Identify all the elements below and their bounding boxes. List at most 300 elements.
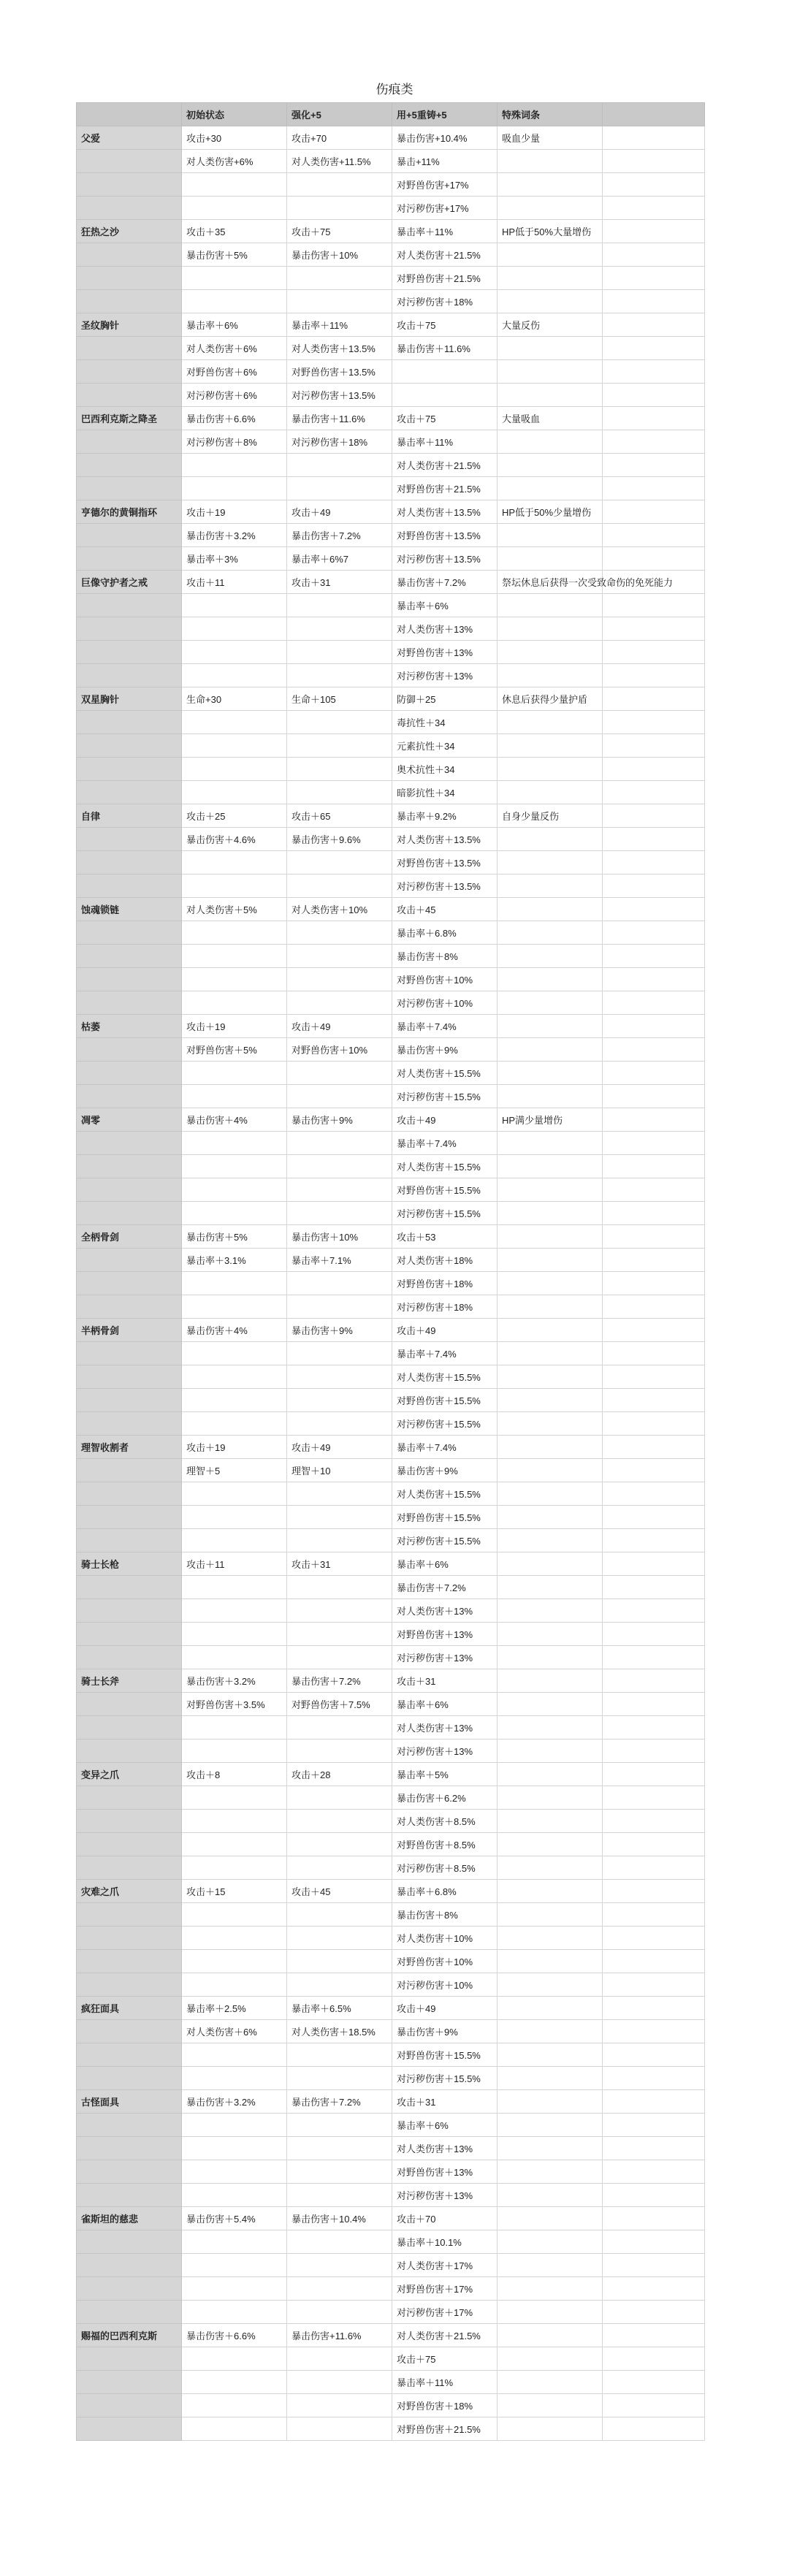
initial-stat-cell[interactable] [182,290,287,313]
item-name-cell[interactable] [77,991,182,1015]
empty-cell[interactable] [603,1155,705,1178]
special-trait-cell[interactable] [498,1763,603,1786]
header-cell-special[interactable]: 特殊词条 [498,103,603,126]
empty-cell[interactable] [603,2160,705,2184]
initial-stat-cell[interactable] [182,1786,287,1810]
initial-stat-cell[interactable]: 攻击＋19 [182,1015,287,1038]
initial-stat-cell[interactable] [182,1062,287,1085]
item-name-cell[interactable] [77,454,182,477]
initial-stat-cell[interactable] [182,1973,287,1997]
special-trait-cell[interactable] [498,1973,603,1997]
enhanced-stat-cell[interactable] [287,1365,392,1389]
empty-cell[interactable] [603,1249,705,1272]
reforged-stat-cell[interactable]: 对野兽伤害＋18% [392,1272,498,1295]
special-trait-cell[interactable] [498,2371,603,2394]
special-trait-cell[interactable] [498,828,603,851]
item-name-cell[interactable]: 半柄骨剑 [77,1319,182,1342]
initial-stat-cell[interactable] [182,1927,287,1950]
empty-cell[interactable] [603,243,705,267]
empty-cell[interactable] [603,1178,705,1202]
enhanced-stat-cell[interactable] [287,2184,392,2207]
item-name-cell[interactable] [77,711,182,734]
reforged-stat-cell[interactable]: 防御＋25 [392,687,498,711]
item-name-cell[interactable] [77,197,182,220]
reforged-stat-cell[interactable]: 对人类伤害＋13.5% [392,500,498,524]
enhanced-stat-cell[interactable] [287,290,392,313]
enhanced-stat-cell[interactable]: 暴击伤害＋10.4% [287,2207,392,2230]
enhanced-stat-cell[interactable] [287,945,392,968]
enhanced-stat-cell[interactable]: 暴击伤害＋10% [287,243,392,267]
special-trait-cell[interactable] [498,290,603,313]
initial-stat-cell[interactable] [182,173,287,197]
item-name-cell[interactable] [77,2254,182,2277]
initial-stat-cell[interactable]: 攻击＋19 [182,500,287,524]
item-name-cell[interactable] [77,617,182,641]
reforged-stat-cell[interactable]: 攻击＋75 [392,407,498,430]
reforged-stat-cell[interactable]: 暴击伤害+10.4% [392,126,498,150]
special-trait-cell[interactable] [498,2347,603,2371]
enhanced-stat-cell[interactable]: 理智＋10 [287,1459,392,1482]
empty-cell[interactable] [603,594,705,617]
special-trait-cell[interactable] [498,1599,603,1623]
enhanced-stat-cell[interactable] [287,921,392,945]
item-name-cell[interactable] [77,1973,182,1997]
reforged-stat-cell[interactable]: 暴击率＋6.8% [392,1880,498,1903]
enhanced-stat-cell[interactable] [287,454,392,477]
special-trait-cell[interactable] [498,1225,603,1249]
initial-stat-cell[interactable] [182,1482,287,1506]
enhanced-stat-cell[interactable]: 暴击率＋6%7 [287,547,392,571]
empty-cell[interactable] [603,758,705,781]
special-trait-cell[interactable]: 自身少量反伤 [498,804,603,828]
enhanced-stat-cell[interactable] [287,477,392,500]
initial-stat-cell[interactable]: 暴击伤害＋3.2% [182,524,287,547]
reforged-stat-cell[interactable]: 暴击伤害＋9% [392,1459,498,1482]
initial-stat-cell[interactable] [182,1950,287,1973]
empty-cell[interactable] [603,2347,705,2371]
reforged-stat-cell[interactable]: 对污秽伤害＋10% [392,991,498,1015]
reforged-stat-cell[interactable]: 对人类伤害＋21.5% [392,2324,498,2347]
special-trait-cell[interactable] [498,1295,603,1319]
special-trait-cell[interactable] [498,1272,603,1295]
empty-cell[interactable] [603,2043,705,2067]
empty-cell[interactable] [603,477,705,500]
empty-cell[interactable] [603,828,705,851]
empty-cell[interactable] [603,2277,705,2301]
initial-stat-cell[interactable]: 理智＋5 [182,1459,287,1482]
initial-stat-cell[interactable] [182,1342,287,1365]
item-name-cell[interactable] [77,2067,182,2090]
initial-stat-cell[interactable]: 对污秽伤害＋8% [182,430,287,454]
item-name-cell[interactable] [77,1085,182,1108]
reforged-stat-cell[interactable]: 攻击＋53 [392,1225,498,1249]
special-trait-cell[interactable] [498,150,603,173]
item-name-cell[interactable] [77,384,182,407]
special-trait-cell[interactable] [498,2043,603,2067]
special-trait-cell[interactable] [498,851,603,874]
initial-stat-cell[interactable]: 暴击率＋6% [182,313,287,337]
item-name-cell[interactable] [77,267,182,290]
empty-cell[interactable] [603,1132,705,1155]
reforged-stat-cell[interactable]: 暗影抗性＋34 [392,781,498,804]
initial-stat-cell[interactable]: 攻击＋11 [182,1552,287,1576]
initial-stat-cell[interactable] [182,197,287,220]
initial-stat-cell[interactable] [182,1389,287,1412]
initial-stat-cell[interactable]: 对人类伤害＋6% [182,337,287,360]
empty-cell[interactable] [603,1108,705,1132]
enhanced-stat-cell[interactable] [287,1389,392,1412]
empty-cell[interactable] [603,524,705,547]
special-trait-cell[interactable] [498,1786,603,1810]
initial-stat-cell[interactable]: 暴击率＋2.5% [182,1997,287,2020]
special-trait-cell[interactable] [498,1506,603,1529]
enhanced-stat-cell[interactable]: 暴击伤害＋7.2% [287,2090,392,2114]
special-trait-cell[interactable] [498,2020,603,2043]
reforged-stat-cell[interactable]: 暴击伤害＋9% [392,2020,498,2043]
enhanced-stat-cell[interactable]: 暴击伤害＋9.6% [287,828,392,851]
reforged-stat-cell[interactable]: 暴击率＋6% [392,594,498,617]
empty-cell[interactable] [603,290,705,313]
empty-cell[interactable] [603,173,705,197]
empty-cell[interactable] [603,1880,705,1903]
item-name-cell[interactable] [77,1716,182,1739]
reforged-stat-cell[interactable]: 对污秽伤害＋17% [392,2301,498,2324]
empty-cell[interactable] [603,197,705,220]
reforged-stat-cell[interactable]: 暴击伤害＋6.2% [392,1786,498,1810]
empty-cell[interactable] [603,337,705,360]
special-trait-cell[interactable] [498,384,603,407]
empty-cell[interactable] [603,360,705,384]
initial-stat-cell[interactable] [182,477,287,500]
initial-stat-cell[interactable] [182,1132,287,1155]
special-trait-cell[interactable] [498,1669,603,1693]
empty-cell[interactable] [603,2090,705,2114]
empty-cell[interactable] [603,1973,705,1997]
item-name-cell[interactable] [77,1272,182,1295]
initial-stat-cell[interactable] [182,1178,287,1202]
enhanced-stat-cell[interactable] [287,1085,392,1108]
initial-stat-cell[interactable]: 暴击伤害＋4% [182,1108,287,1132]
reforged-stat-cell[interactable]: 对野兽伤害＋18% [392,2394,498,2417]
reforged-stat-cell[interactable]: 对野兽伤害＋13.5% [392,851,498,874]
item-name-cell[interactable] [77,430,182,454]
empty-cell[interactable] [603,1716,705,1739]
initial-stat-cell[interactable] [182,2301,287,2324]
special-trait-cell[interactable] [498,2090,603,2114]
reforged-stat-cell[interactable]: 攻击＋75 [392,2347,498,2371]
enhanced-stat-cell[interactable] [287,851,392,874]
initial-stat-cell[interactable]: 攻击＋25 [182,804,287,828]
special-trait-cell[interactable] [498,173,603,197]
initial-stat-cell[interactable]: 对野兽伤害＋3.5% [182,1693,287,1716]
empty-cell[interactable] [603,1950,705,1973]
item-name-cell[interactable] [77,1482,182,1506]
reforged-stat-cell[interactable]: 对野兽伤害＋15.5% [392,1389,498,1412]
empty-cell[interactable] [603,2020,705,2043]
reforged-stat-cell[interactable]: 对污秽伤害＋15.5% [392,1412,498,1436]
item-name-cell[interactable]: 赐福的巴西利克斯 [77,2324,182,2347]
initial-stat-cell[interactable] [182,2371,287,2394]
special-trait-cell[interactable] [498,1903,603,1927]
enhanced-stat-cell[interactable]: 攻击＋49 [287,500,392,524]
initial-stat-cell[interactable]: 暴击伤害＋6.6% [182,407,287,430]
special-trait-cell[interactable]: 吸血少量 [498,126,603,150]
item-name-cell[interactable] [77,290,182,313]
item-name-cell[interactable] [77,1062,182,1085]
enhanced-stat-cell[interactable]: 暴击伤害＋10% [287,1225,392,1249]
special-trait-cell[interactable] [498,2254,603,2277]
item-name-cell[interactable] [77,337,182,360]
initial-stat-cell[interactable]: 暴击伤害＋5% [182,243,287,267]
header-cell-initial[interactable]: 初始状态 [182,103,287,126]
initial-stat-cell[interactable] [182,1295,287,1319]
item-name-cell[interactable] [77,2394,182,2417]
enhanced-stat-cell[interactable] [287,1950,392,1973]
enhanced-stat-cell[interactable] [287,2114,392,2137]
enhanced-stat-cell[interactable] [287,2067,392,2090]
initial-stat-cell[interactable]: 对人类伤害＋6% [182,2020,287,2043]
special-trait-cell[interactable] [498,1739,603,1763]
item-name-cell[interactable] [77,477,182,500]
reforged-stat-cell[interactable]: 对污秽伤害＋13.5% [392,547,498,571]
special-trait-cell[interactable] [498,2277,603,2301]
special-trait-cell[interactable] [498,2067,603,2090]
empty-cell[interactable] [603,150,705,173]
initial-stat-cell[interactable]: 暴击伤害＋5% [182,1225,287,1249]
item-name-cell[interactable] [77,2277,182,2301]
enhanced-stat-cell[interactable] [287,1599,392,1623]
empty-cell[interactable] [603,313,705,337]
empty-cell[interactable] [603,898,705,921]
empty-cell[interactable] [603,1693,705,1716]
special-trait-cell[interactable] [498,2324,603,2347]
enhanced-stat-cell[interactable] [287,1412,392,1436]
special-trait-cell[interactable] [498,1856,603,1880]
item-name-cell[interactable] [77,1623,182,1646]
special-trait-cell[interactable]: 大量吸血 [498,407,603,430]
reforged-stat-cell[interactable]: 对野兽伤害＋21.5% [392,477,498,500]
special-trait-cell[interactable] [498,1132,603,1155]
enhanced-stat-cell[interactable] [287,2371,392,2394]
enhanced-stat-cell[interactable] [287,197,392,220]
reforged-stat-cell[interactable]: 对污秽伤害＋18% [392,290,498,313]
enhanced-stat-cell[interactable] [287,1833,392,1856]
special-trait-cell[interactable] [498,1085,603,1108]
empty-cell[interactable] [603,711,705,734]
reforged-stat-cell[interactable]: 暴击率＋10.1% [392,2230,498,2254]
reforged-stat-cell[interactable]: 暴击+11% [392,150,498,173]
reforged-stat-cell[interactable]: 对野兽伤害＋8.5% [392,1833,498,1856]
special-trait-cell[interactable] [498,2137,603,2160]
enhanced-stat-cell[interactable] [287,1810,392,1833]
empty-cell[interactable] [603,1062,705,1085]
initial-stat-cell[interactable]: 暴击伤害＋3.2% [182,1669,287,1693]
enhanced-stat-cell[interactable] [287,2394,392,2417]
initial-stat-cell[interactable] [182,1155,287,1178]
special-trait-cell[interactable] [498,2417,603,2441]
empty-cell[interactable] [603,641,705,664]
item-name-cell[interactable] [77,2417,182,2441]
enhanced-stat-cell[interactable] [287,1576,392,1599]
item-name-cell[interactable] [77,2160,182,2184]
reforged-stat-cell[interactable]: 对人类伤害＋21.5% [392,454,498,477]
enhanced-stat-cell[interactable]: 攻击＋28 [287,1763,392,1786]
special-trait-cell[interactable] [498,1529,603,1552]
reforged-stat-cell[interactable] [392,384,498,407]
empty-cell[interactable] [603,2301,705,2324]
special-trait-cell[interactable] [498,337,603,360]
item-name-cell[interactable]: 亨德尔的黄铜指环 [77,500,182,524]
item-name-cell[interactable] [77,2230,182,2254]
special-trait-cell[interactable]: 祭坛休息后获得一次受致命伤的免死能力 [498,571,603,594]
enhanced-stat-cell[interactable] [287,874,392,898]
initial-stat-cell[interactable] [182,2230,287,2254]
reforged-stat-cell[interactable]: 对污秽伤害＋13% [392,1739,498,1763]
special-trait-cell[interactable] [498,1646,603,1669]
empty-cell[interactable] [603,1763,705,1786]
enhanced-stat-cell[interactable] [287,1342,392,1365]
special-trait-cell[interactable]: HP低于50%少量增伤 [498,500,603,524]
reforged-stat-cell[interactable]: 对污秽伤害＋15.5% [392,1085,498,1108]
reforged-stat-cell[interactable]: 攻击＋31 [392,2090,498,2114]
enhanced-stat-cell[interactable] [287,1856,392,1880]
empty-cell[interactable] [603,1085,705,1108]
reforged-stat-cell[interactable]: 对污秽伤害＋13% [392,2184,498,2207]
enhanced-stat-cell[interactable] [287,2347,392,2371]
reforged-stat-cell[interactable]: 攻击＋31 [392,1669,498,1693]
empty-cell[interactable] [603,874,705,898]
reforged-stat-cell[interactable]: 暴击率＋11% [392,2371,498,2394]
initial-stat-cell[interactable]: 暴击伤害＋5.4% [182,2207,287,2230]
initial-stat-cell[interactable] [182,781,287,804]
item-name-cell[interactable] [77,921,182,945]
enhanced-stat-cell[interactable] [287,991,392,1015]
initial-stat-cell[interactable] [182,2184,287,2207]
enhanced-stat-cell[interactable] [287,1739,392,1763]
empty-cell[interactable] [603,804,705,828]
special-trait-cell[interactable] [498,874,603,898]
header-cell-name[interactable] [77,103,182,126]
initial-stat-cell[interactable]: 生命+30 [182,687,287,711]
header-cell-enhanced[interactable]: 强化+5 [287,103,392,126]
item-name-cell[interactable]: 骑士长斧 [77,1669,182,1693]
reforged-stat-cell[interactable]: 对野兽伤害＋17% [392,2277,498,2301]
reforged-stat-cell[interactable]: 暴击率＋7.4% [392,1015,498,1038]
item-name-cell[interactable] [77,1903,182,1927]
initial-stat-cell[interactable] [182,1623,287,1646]
enhanced-stat-cell[interactable] [287,641,392,664]
special-trait-cell[interactable] [498,1482,603,1506]
reforged-stat-cell[interactable]: 暴击伤害＋11.6% [392,337,498,360]
reforged-stat-cell[interactable]: 对污秽伤害＋13.5% [392,874,498,898]
reforged-stat-cell[interactable]: 攻击＋75 [392,313,498,337]
special-trait-cell[interactable] [498,2207,603,2230]
reforged-stat-cell[interactable]: 对野兽伤害＋21.5% [392,267,498,290]
empty-cell[interactable] [603,1015,705,1038]
reforged-stat-cell[interactable]: 对人类伤害＋15.5% [392,1062,498,1085]
special-trait-cell[interactable] [498,921,603,945]
enhanced-stat-cell[interactable]: 攻击＋31 [287,571,392,594]
initial-stat-cell[interactable] [182,1903,287,1927]
reforged-stat-cell[interactable]: 对污秽伤害＋13% [392,1646,498,1669]
special-trait-cell[interactable] [498,2114,603,2137]
enhanced-stat-cell[interactable]: 攻击＋65 [287,804,392,828]
item-name-cell[interactable] [77,1693,182,1716]
item-name-cell[interactable]: 理智收割者 [77,1436,182,1459]
enhanced-stat-cell[interactable] [287,1716,392,1739]
reforged-stat-cell[interactable]: 暴击伤害＋8% [392,1903,498,1927]
reforged-stat-cell[interactable]: 对人类伤害＋8.5% [392,1810,498,1833]
special-trait-cell[interactable] [498,1997,603,2020]
initial-stat-cell[interactable] [182,921,287,945]
initial-stat-cell[interactable] [182,454,287,477]
empty-cell[interactable] [603,1202,705,1225]
special-trait-cell[interactable] [498,477,603,500]
item-name-cell[interactable] [77,1739,182,1763]
enhanced-stat-cell[interactable] [287,1202,392,1225]
empty-cell[interactable] [603,2137,705,2160]
item-name-cell[interactable]: 古怪面具 [77,2090,182,2114]
item-name-cell[interactable] [77,1155,182,1178]
reforged-stat-cell[interactable]: 对野兽伤害＋15.5% [392,1178,498,1202]
empty-cell[interactable] [603,921,705,945]
initial-stat-cell[interactable] [182,1365,287,1389]
item-name-cell[interactable] [77,1038,182,1062]
empty-cell[interactable] [603,664,705,687]
initial-stat-cell[interactable] [182,1085,287,1108]
reforged-stat-cell[interactable]: 毒抗性＋34 [392,711,498,734]
enhanced-stat-cell[interactable] [287,781,392,804]
enhanced-stat-cell[interactable]: 对野兽伤害＋7.5% [287,1693,392,1716]
special-trait-cell[interactable]: 大量反伤 [498,313,603,337]
special-trait-cell[interactable]: HP低于50%大量增伤 [498,220,603,243]
item-name-cell[interactable] [77,547,182,571]
enhanced-stat-cell[interactable] [287,1482,392,1506]
item-name-cell[interactable] [77,851,182,874]
item-name-cell[interactable]: 疯狂面具 [77,1997,182,2020]
item-name-cell[interactable] [77,1132,182,1155]
item-name-cell[interactable] [77,1459,182,1482]
enhanced-stat-cell[interactable]: 暴击伤害＋7.2% [287,524,392,547]
reforged-stat-cell[interactable]: 暴击伤害＋8% [392,945,498,968]
initial-stat-cell[interactable]: 对野兽伤害＋5% [182,1038,287,1062]
reforged-stat-cell[interactable]: 对污秽伤害＋10% [392,1973,498,1997]
item-name-cell[interactable] [77,1927,182,1950]
special-trait-cell[interactable] [498,617,603,641]
empty-cell[interactable] [603,1786,705,1810]
enhanced-stat-cell[interactable]: 对人类伤害＋10% [287,898,392,921]
initial-stat-cell[interactable] [182,1739,287,1763]
reforged-stat-cell[interactable]: 暴击率＋5% [392,1763,498,1786]
special-trait-cell[interactable] [498,781,603,804]
initial-stat-cell[interactable] [182,2347,287,2371]
enhanced-stat-cell[interactable]: 生命＋105 [287,687,392,711]
item-name-cell[interactable] [77,2184,182,2207]
initial-stat-cell[interactable] [182,968,287,991]
empty-cell[interactable] [603,2394,705,2417]
reforged-stat-cell[interactable]: 对人类伤害＋15.5% [392,1365,498,1389]
item-name-cell[interactable]: 凋零 [77,1108,182,1132]
item-name-cell[interactable] [77,1529,182,1552]
empty-cell[interactable] [603,1997,705,2020]
special-trait-cell[interactable]: HP满少量增伤 [498,1108,603,1132]
item-name-cell[interactable]: 骑士长枪 [77,1552,182,1576]
reforged-stat-cell[interactable]: 暴击率＋11% [392,430,498,454]
item-name-cell[interactable] [77,945,182,968]
empty-cell[interactable] [603,1856,705,1880]
reforged-stat-cell[interactable]: 暴击率＋6% [392,1552,498,1576]
initial-stat-cell[interactable] [182,874,287,898]
